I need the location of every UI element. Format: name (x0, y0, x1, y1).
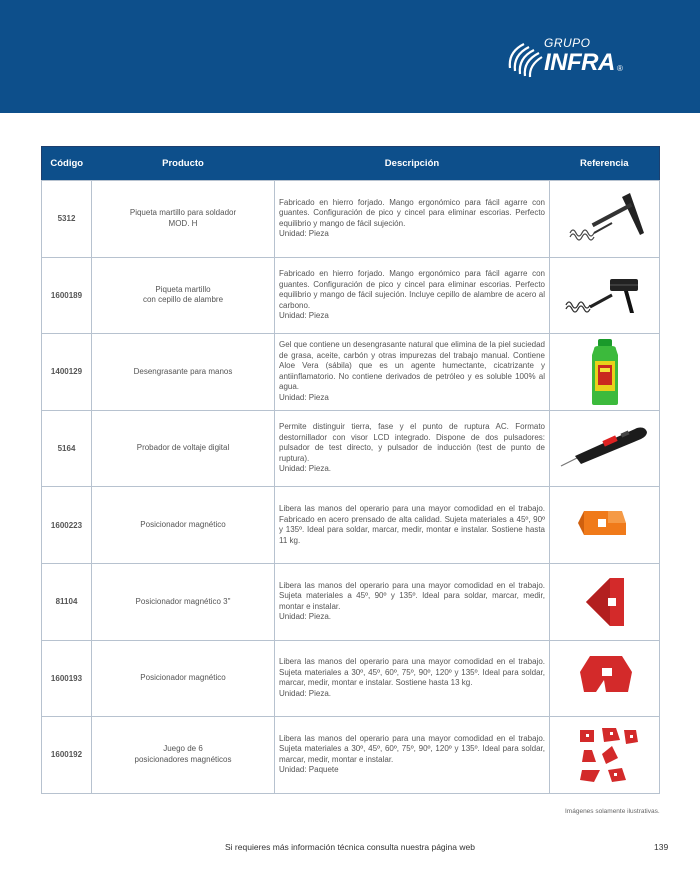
page-number: 139 (654, 842, 669, 852)
arrow-magnet-icon (560, 570, 650, 634)
product-name-line: Posicionador magnético (140, 519, 226, 529)
product-name-line: Piqueta martillo para soldador (129, 208, 237, 218)
logo-brand-name: INFRA (544, 49, 615, 76)
description-text: Libera las manos del operario para una mayor comodidad en el trabajo. Sujeta materiales a 30º, 45º, 60º, 75º, 90º, 120º y 135º. Ideal para soldar, marcar, medir, montar e instalar. (279, 733, 545, 764)
illustrative-images-note: Imágenes solamente ilustrativas. (565, 808, 660, 815)
product-name (92, 257, 275, 334)
product-name (92, 717, 275, 794)
product-code: 81104 (42, 563, 92, 640)
table-row (42, 563, 660, 640)
table-row (42, 410, 660, 487)
product-name-line: Juego de 6 (163, 744, 203, 754)
product-code: 5164 (42, 410, 92, 487)
unit-text: Unidad: Pieza. (279, 688, 332, 698)
unit-text: Unidad: Pieza (279, 311, 329, 321)
product-image-cell (550, 717, 660, 794)
description-text: Fabricado en hierro forjado. Mango ergonómico para fácil agarre con guantes. Configuración de pico y cincel para eliminar escorias. Perfecto equilibrio y mango de fácil sujeción. Incluye cepillo de alambre de acero al carbono. (279, 269, 545, 310)
magnet-set-icon (560, 722, 650, 788)
product-name (92, 410, 275, 487)
product-image-cell (550, 563, 660, 640)
product-description (275, 640, 550, 717)
product-code: 1600189 (42, 257, 92, 334)
description-text: Gel que contiene un desengrasante natural que elimina de la piel suciedad de grasa, aceite, carbón y otras impurezas del trabajo manual. Contiene Aloe Vera (sábila) que es un agente humectante, cicatrizante y antiinflamatorio. No contiene derivados de petróleo y es soluble 100% al agua. (279, 340, 545, 392)
product-image-cell (550, 181, 660, 258)
table-row (42, 334, 660, 411)
unit-text: Unidad: Pieza. (279, 612, 332, 622)
product-image-cell (550, 487, 660, 564)
table-row (42, 717, 660, 794)
orange-magnet-icon (560, 495, 650, 555)
product-image-cell (550, 640, 660, 717)
voltage-tester-icon (557, 424, 653, 474)
table-row (42, 487, 660, 564)
product-code: 5312 (42, 181, 92, 258)
product-name-line: con cepillo de alambre (142, 295, 224, 305)
hexagon-magnet-icon (560, 648, 650, 708)
column-header-reference: Referencia (550, 147, 660, 181)
infra-globe-icon (504, 38, 546, 78)
hammer-brush-icon (560, 265, 650, 325)
product-name (92, 334, 275, 411)
product-name-line: MOD. H (168, 218, 198, 228)
product-name (92, 487, 275, 564)
product-description (275, 334, 550, 411)
product-code: 1600192 (42, 717, 92, 794)
product-description (275, 717, 550, 794)
table-header-row (42, 147, 660, 181)
product-name-line: Probador de voltaje digital (136, 443, 230, 453)
product-description (275, 410, 550, 487)
unit-text: Unidad: Pieza (279, 229, 329, 239)
product-image-cell (550, 334, 660, 411)
product-name (92, 640, 275, 717)
unit-text: Unidad: Pieza (279, 392, 329, 402)
description-text: Permite distinguir tierra, fase y el punto de ruptura AC. Formato destornillador con visor LCD integrado. Dispone de dos pulsadores: pulsador de test directo, y pulsador de inducción (test de punto de ruptura). (279, 422, 545, 463)
logo-group-label: GRUPO (544, 36, 591, 50)
degreaser-bottle-icon (560, 337, 650, 407)
description-text: Libera las manos del operario para una mayor comodidad en el trabajo. Sujeta materiales a 45º, 90º y 135º. Ideal para soldar, marcar, medir, montar e instalar. (279, 580, 545, 611)
product-name-line: posicionadores magnéticos (134, 754, 232, 764)
unit-text: Unidad: Paquete (279, 765, 339, 775)
infra-logo (500, 36, 640, 81)
product-name-line: Posicionador magnético (140, 673, 226, 683)
footer-text: Si requieres más información técnica consulta nuestra página web (225, 842, 475, 852)
table-row (42, 181, 660, 258)
product-code: 1600223 (42, 487, 92, 564)
product-table (41, 146, 660, 794)
column-header-code: Código (42, 147, 92, 181)
product-description (275, 563, 550, 640)
product-code: 1400129 (42, 334, 92, 411)
product-name (92, 181, 275, 258)
product-description (275, 487, 550, 564)
column-header-product: Producto (92, 147, 275, 181)
chipping-hammer-icon (560, 189, 650, 249)
column-header-description: Descripción (275, 147, 550, 181)
product-image-cell (550, 410, 660, 487)
description-text: Libera las manos del operario para una mayor comodidad en el trabajo. Fabricado en acero prensado de alta calidad. Sujeta materiales a 45º, 90º y 135º. Ideal para soldar, marcar, medir, montar e instalar. Sostiene hasta 11 kg. (279, 504, 545, 545)
product-name-line: Posicionador magnético 3" (135, 596, 231, 606)
product-name (92, 563, 275, 640)
product-name-line: Desengrasante para manos (133, 366, 233, 376)
header-band (0, 0, 700, 113)
product-image-cell (550, 257, 660, 334)
product-name-line: Piqueta martillo (155, 284, 211, 294)
table-row (42, 640, 660, 717)
product-description (275, 257, 550, 334)
unit-text: Unidad: Pieza. (279, 464, 332, 474)
table-row (42, 257, 660, 334)
registered-mark: ® (617, 64, 623, 73)
description-text: Libera las manos del operario para una mayor comodidad en el trabajo. Sujeta materiales a 30º, 45º, 60º, 75º, 90º, 120º y 135º. Ideal para soldar, marcar, medir, montar e instalar. Sostiene hasta 13 kg. (279, 657, 545, 688)
description-text: Fabricado en hierro forjado. Mango ergonómico para fácil agarre con guantes. Configuración de pico y cincel para eliminar escorias. Perfecto equilibrio y mango de fácil sujeción. (279, 197, 545, 228)
product-description (275, 181, 550, 258)
product-code: 1600193 (42, 640, 92, 717)
